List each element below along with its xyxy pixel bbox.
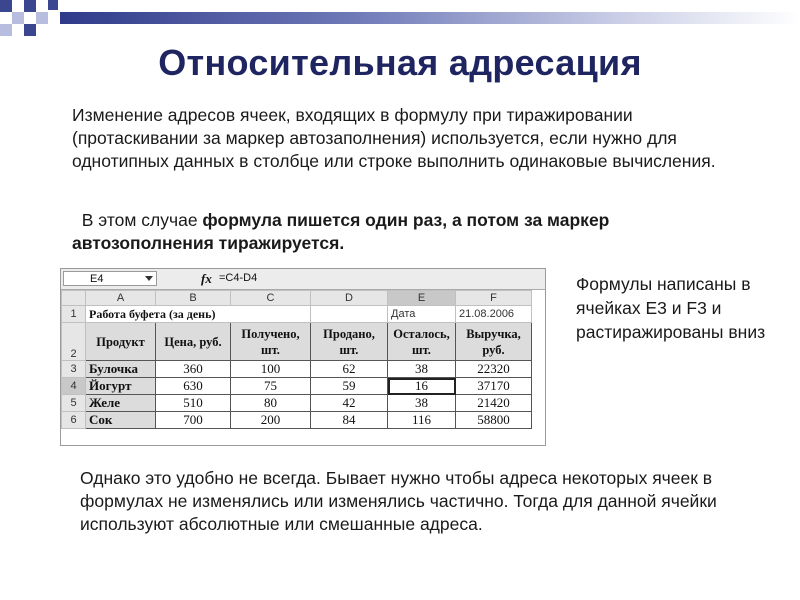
formula-bar bbox=[61, 269, 545, 290]
column-header-row bbox=[62, 291, 532, 306]
row-header[interactable]: 4 bbox=[62, 378, 86, 395]
cell[interactable]: 58800 bbox=[456, 412, 532, 429]
cell[interactable]: 38 bbox=[388, 395, 456, 412]
table-row bbox=[62, 395, 532, 412]
row-header[interactable]: 3 bbox=[62, 361, 86, 378]
cell[interactable]: 80 bbox=[231, 395, 311, 412]
cell[interactable]: 200 bbox=[231, 412, 311, 429]
product-cell[interactable]: Йогурт bbox=[86, 378, 156, 395]
chevron-down-icon[interactable] bbox=[145, 276, 153, 281]
formula-paragraph bbox=[72, 209, 752, 255]
row-header[interactable]: 5 bbox=[62, 395, 86, 412]
header-cell[interactable]: Цена, руб. bbox=[156, 323, 231, 361]
cell[interactable]: 116 bbox=[388, 412, 456, 429]
row-header[interactable]: 2 bbox=[62, 323, 86, 361]
header-cell[interactable]: Продукт bbox=[86, 323, 156, 361]
formula-paragraph-text: В этом случае bbox=[81, 210, 203, 230]
table-row bbox=[62, 412, 532, 429]
date-label-cell[interactable]: Дата bbox=[388, 306, 456, 323]
name-box[interactable]: E4 bbox=[63, 271, 157, 286]
cell[interactable]: 22320 bbox=[456, 361, 532, 378]
formula-input[interactable]: =C4-D4 bbox=[219, 272, 258, 284]
cell[interactable]: 84 bbox=[311, 412, 388, 429]
active-cell[interactable]: 16 bbox=[388, 378, 456, 395]
intro-paragraph: Изменение адресов ячеек, входящих в формулу при тиражировании (протаскивании за маркер автозаполнения) используется, если нужно для однотипных данных в столбце или строке выполнить одинаковые вычисления. bbox=[72, 105, 716, 171]
decor-square bbox=[24, 24, 36, 36]
decor-square bbox=[12, 12, 24, 24]
formula-paragraph-bold: формула пишется один раз, а потом за маркер автозополнения тиражируется. bbox=[72, 210, 610, 253]
slide-header-decoration bbox=[0, 0, 800, 40]
header-gradient-bar bbox=[60, 12, 800, 24]
cell[interactable]: 62 bbox=[311, 361, 388, 378]
cell[interactable]: 360 bbox=[156, 361, 231, 378]
decor-square bbox=[0, 0, 12, 12]
header-cell[interactable]: Продано, шт. bbox=[311, 323, 388, 361]
table-row bbox=[62, 306, 532, 323]
conclusion-paragraph: Однако это удобно не всегда. Бывает нужно чтобы адреса некоторых ячеек в формулах не изменялись или изменялись частично. Тогда для данной ячейки используют абсолютные или смешанные адреса. bbox=[80, 468, 717, 534]
header-cell[interactable]: Получено, шт. bbox=[231, 323, 311, 361]
cell[interactable]: 42 bbox=[311, 395, 388, 412]
cell[interactable]: 21420 bbox=[456, 395, 532, 412]
select-all-corner[interactable] bbox=[62, 291, 86, 306]
column-header[interactable]: C bbox=[231, 291, 311, 306]
cell[interactable]: 700 bbox=[156, 412, 231, 429]
sheet-title-cell[interactable]: Работа буфета (за день) bbox=[86, 306, 311, 323]
product-cell[interactable]: Желе bbox=[86, 395, 156, 412]
sheet-grid bbox=[61, 290, 532, 429]
column-header[interactable]: D bbox=[311, 291, 388, 306]
cell[interactable] bbox=[311, 306, 388, 323]
date-value-cell[interactable]: 21.08.2006 bbox=[456, 306, 532, 323]
row-header[interactable]: 1 bbox=[62, 306, 86, 323]
cell[interactable]: 100 bbox=[231, 361, 311, 378]
header-cell[interactable]: Выручка, руб. bbox=[456, 323, 532, 361]
product-cell[interactable]: Сок bbox=[86, 412, 156, 429]
spreadsheet bbox=[60, 268, 546, 446]
column-header[interactable]: F bbox=[456, 291, 532, 306]
row-header[interactable]: 6 bbox=[62, 412, 86, 429]
column-header[interactable]: A bbox=[86, 291, 156, 306]
table-row bbox=[62, 361, 532, 378]
decor-square bbox=[24, 0, 36, 12]
table-header-row bbox=[62, 323, 532, 361]
side-note: Формулы написаны в ячейках E3 и F3 и растиражированы вниз bbox=[576, 274, 766, 342]
decor-square bbox=[48, 0, 58, 10]
slide-title: Относительная адресация bbox=[158, 42, 642, 83]
cell[interactable]: 37170 bbox=[456, 378, 532, 395]
decor-square bbox=[0, 24, 12, 36]
table-row bbox=[62, 378, 532, 395]
column-header[interactable]: E bbox=[388, 291, 456, 306]
cell[interactable]: 59 bbox=[311, 378, 388, 395]
cell[interactable]: 510 bbox=[156, 395, 231, 412]
cell[interactable]: 75 bbox=[231, 378, 311, 395]
function-icon[interactable]: fx bbox=[201, 271, 212, 286]
product-cell[interactable]: Булочка bbox=[86, 361, 156, 378]
header-cell[interactable]: Осталось, шт. bbox=[388, 323, 456, 361]
cell[interactable]: 630 bbox=[156, 378, 231, 395]
cell[interactable]: 38 bbox=[388, 361, 456, 378]
decor-square bbox=[36, 12, 48, 24]
column-header[interactable]: B bbox=[156, 291, 231, 306]
